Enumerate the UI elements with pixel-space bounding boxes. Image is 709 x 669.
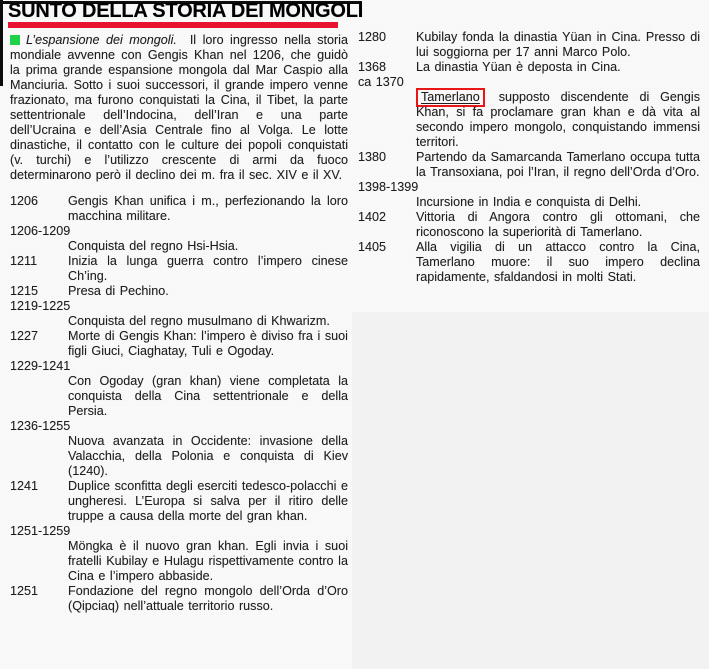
timeline-entry xyxy=(10,329,348,359)
left-column xyxy=(10,33,348,614)
timeline-year: 1368 xyxy=(358,60,387,74)
timeline-text: Nuova avanzata in Occidente: invasione della Valacchia, della Polonia e conquista di Kiev (1240). xyxy=(68,434,348,478)
timeline-right xyxy=(358,30,700,285)
timeline-year: 1206 xyxy=(10,194,39,208)
timeline-year: 1251-1259 xyxy=(10,524,71,538)
timeline-text: La dinastia Yüan è deposta in Cina. xyxy=(416,60,621,74)
timeline-year: 1227 xyxy=(10,329,39,343)
timeline-text-after-highlight: supposto discendente di Gengis Khan, si fa proclamare gran khan e dà vita al secondo impero mongolo, conquistando immensi territori. xyxy=(416,90,701,149)
tamerlano-link[interactable]: Tamerlano xyxy=(421,90,480,104)
timeline-text: Morte di Gengis Khan: l’impero è diviso fra i suoi figli Giuci, Ciaghatay, Tuli e Ogoday. xyxy=(68,329,348,358)
timeline-entry xyxy=(10,194,348,224)
timeline-entry xyxy=(358,30,700,60)
timeline-text: Gengis Khan unifica i m., perfezionando la loro macchina militare. xyxy=(68,194,348,223)
timeline-year: 1405 xyxy=(358,240,387,254)
timeline-entry xyxy=(358,210,700,240)
timeline-entry xyxy=(10,419,348,479)
intro-paragraph xyxy=(10,33,348,183)
timeline-left xyxy=(10,194,348,614)
timeline-year: 1398-1399 xyxy=(358,180,419,194)
timeline-entry xyxy=(10,359,348,419)
timeline-text: Fondazione del regno mongolo dell’Orda d’Oro (Qipciaq) nell’attuale territorio russo. xyxy=(68,584,348,613)
timeline-year: ca 1370 xyxy=(358,75,404,89)
timeline-text: Vittoria di Angora contro gli ottomani, che riconoscono la superiorità di Tamerlano. xyxy=(416,210,700,239)
timeline-text: Alla vigilia di un attacco contro la Cina, Tamerlano muore: il suo impero declina rapidamente, sfaldandosi in molti Stati. xyxy=(416,240,700,284)
timeline-text: Partendo da Samarcanda Tamerlano occupa tutta la Transoxiana, poi l’Iran, il regno dell’Orda d’Oro. xyxy=(416,150,700,179)
right-column xyxy=(358,30,700,285)
timeline-entry xyxy=(10,299,348,329)
timeline-text: Conquista del regno Hsi-Hsia. xyxy=(68,239,239,253)
timeline-entry xyxy=(10,284,348,299)
title-underline-bar xyxy=(8,22,338,28)
timeline-text: Presa di Pechino. xyxy=(68,284,169,298)
timeline-year: 1241 xyxy=(10,479,39,493)
timeline-year: 1251 xyxy=(10,584,39,598)
timeline-text: Möngka è il nuovo gran khan. Egli invia i suoi fratelli Kubilay e Hulagu rispettivamente contro la Cina e l’impero abbaside. xyxy=(68,539,348,583)
timeline-year: 1219-1225 xyxy=(10,299,71,313)
timeline-entry xyxy=(358,180,700,210)
timeline-year: 1236-1255 xyxy=(10,419,71,433)
timeline-entry xyxy=(10,524,348,584)
timeline-entry xyxy=(358,60,700,75)
timeline-text: Kubilay fonda la dinastia Yüan in Cina. Presso di lui soggiorna per 17 anni Marco Polo. xyxy=(416,30,700,59)
timeline-entry xyxy=(10,479,348,524)
timeline-text: Duplice sconfitta degli eserciti tedesco-polacchi e ungheresi. L’Europa si salva per il ritiro delle truppe a causa della morte del gran khan. xyxy=(68,479,348,523)
timeline-entry xyxy=(358,150,700,180)
timeline-year: 1215 xyxy=(10,284,39,298)
background-gray-area xyxy=(352,312,709,669)
timeline-year: 1206-1209 xyxy=(10,224,71,238)
intro-body: Il loro ingresso nella storia mondiale avvenne con Gengis Khan nel 1206, che guidò la prima grande espansione mongola dal Mar Caspio alla Manciuria. Sotto i suoi successori, il grande impero venne frazionato, ma furono conquistati la Cina, il Tibet, la parte settentrionale dell’Indocina, dell’Iran e una parte dell’Ucraina e dell’Asia Centrale fino al Volga. Le lotte dinastiche, il contatto con le culture dei popoli conquistati (v. turchi) e l’utilizzo crescente di armi da fuoco determinarono però il declino dei m. fra il sec. XIV e il XV. xyxy=(10,33,348,182)
intro-lead-italic: L’espansione dei mongoli. xyxy=(26,33,177,47)
timeline-entry xyxy=(358,75,700,150)
timeline-year: 1280 xyxy=(358,30,387,44)
timeline-year: 1380 xyxy=(358,150,387,164)
timeline-entry xyxy=(10,254,348,284)
timeline-year: 1229-1241 xyxy=(10,359,71,373)
page-title: SUNTO DELLA STORIA DEI MONGOLI xyxy=(8,0,364,22)
timeline-entry xyxy=(358,240,700,285)
timeline-entry xyxy=(10,224,348,254)
timeline-text: Inizia la lunga guerra contro l’impero cinese Ch’ing. xyxy=(68,254,348,283)
timeline-entry xyxy=(10,584,348,614)
timeline-year: 1402 xyxy=(358,210,387,224)
timeline-text xyxy=(416,90,700,150)
timeline-year: 1211 xyxy=(10,254,38,268)
green-square-bullet-icon xyxy=(10,35,20,45)
timeline-text: Con Ogoday (gran khan) viene completata la conquista della Cina settentrionale e della Persia. xyxy=(68,374,348,418)
left-border-line xyxy=(0,0,3,86)
timeline-text: Incursione in India e conquista di Delhi. xyxy=(416,195,642,209)
timeline-text: Conquista del regno musulmano di Khwarizm. xyxy=(68,314,330,328)
